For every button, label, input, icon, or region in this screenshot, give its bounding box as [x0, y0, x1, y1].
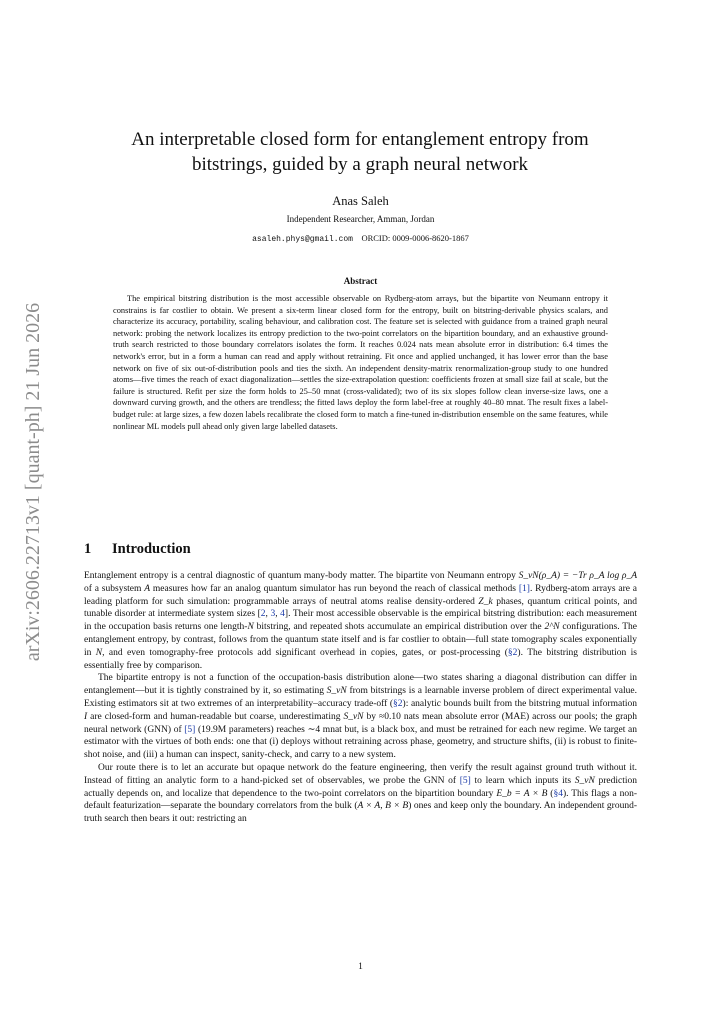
author-name: Anas Saleh	[332, 194, 389, 208]
paragraph: The bipartite entropy is not a function of the occupation-basis distribution alone—two states sharing a diagonal distribution can differ in entanglement—but it is tightly constrained by it, so estimating S_vN from bitstrings is a learnable inverse problem of direct experimental value. Existing estimators sit at two extremes of an interpretability–accuracy trade-off (§2): analytic bounds built from the bitstring mutual information I are closed-form and human-readable but coarse, underestimating S_vN by ≈0.10 nats mean absolute error (MAE) across our pools; the graph neural network (GNN) of [5] (19.9M parameters) reaches ∼4 mnat but, is a black box, and must be retrained for each new regime. We target an estimator with the virtues of both ends: one that (i) deploys without retraining across phase, geometry, and structure shifts, (ii) is robust to finite-shot noise, and (iii) a human can inspect, sanity-check, and carry to a new system.	[84, 673, 637, 761]
arxiv-identifier: arXiv:2606.22713v1 [quant-ph] 21 Jun 2026	[22, 302, 44, 662]
citation-link[interactable]: [5]	[184, 724, 196, 735]
paragraph: Entanglement entropy is a central diagnostic of quantum many-body matter. The bipartite von Neumann entropy S_vN(ρ_A) = −Tr ρ_A log ρ_A of a subsystem A measures how far an analog quantum simulator has run beyond the reach of classical methods [1]. Rydberg-atom arrays are a leading platform for such simulation: programmable arrays of neutral atoms realise density-ordered Z_k phases, quantum critical points, and tunable disorder at intermediate system sizes [2, 3, 4]. Their most accessible observable is the empirical bitstring distribution: each measurement in the occupation basis returns one length-N bitstring, and repeated shots accumulate an empirical distribution over the 2^N configurations. The entanglement entropy, by contrast, follows from the quantum state itself and is far costlier to obtain—full state tomography scales exponentially in N, and even tomography-free protocols add significant overhead in copies, gates, or post-processing (§2). The bitstring distribution is essentially free by comparison.	[84, 571, 638, 671]
abstract-text: The empirical bitstring distribution is the most accessible observable on Rydberg-atom arrays, but the bipartite von Neumann entropy it constrains is far costlier to obtain. We present a six-term linear closed form for the entropy, built on bitstring-derivable physics scalars, and characterize its accuracy, portability, scaling behaviour, and calibration cost. The feature set is selected with guidance from a trained graph neural network: probing the network localizes its entropy prediction to the two-point correlators on the bipartition boundary, and an exhaustive ground-truth search restricted to those boundary correlators isolates the form. It reaches 0.024 nats mean absolute error in distribution: 6.4 times the network's error, but in a form a human can read and apply without retraining. Fit once and applied unchanged, it has lower error than the base network on five of six out-of-distribution pools and ties the sixth. An independent density-matrix renormalization-group study to one hundred atoms—five times the reach of exact diagonalization—settles the size-extrapolation question: coefficients frozen at small size fail at scale, but the failure is structured. Refit per size the form holds to 25–50 mnat (cross-validated); two of its six slopes follow clean inverse-size laws, one a downward curving growth, and the others are trendless; the fitted laws deploy the form label-free at roughly 40–80 mnat. The result fixes a label-budget rule: at large sizes, a few dozen labels recalibrate the closed form to match a fine-tuned in-distribution ensemble on the same features, while nonlinear ML models pull ahead only given large labelled datasets.	[113, 294, 608, 431]
math-inline: E_b = A × B	[496, 788, 548, 799]
introduction-body	[84, 570, 637, 826]
section-number: 1	[84, 541, 92, 557]
author-contact	[0, 233, 721, 244]
math-inline: S_vN	[343, 711, 364, 722]
author-orcid: ORCID: 0009-0006-8620-1867	[361, 233, 469, 243]
paper-title: An interpretable closed form for entanglement entropy from bitstrings, guided by a graph neural network	[131, 129, 589, 175]
citation-link[interactable]: 4	[280, 609, 285, 620]
section-title: Introduction	[112, 541, 191, 557]
section-link[interactable]: §2	[393, 698, 403, 709]
math-inline: N	[95, 647, 103, 658]
author-affiliation: Independent Researcher, Amman, Jordan	[286, 214, 435, 224]
citation-link[interactable]: 3	[270, 609, 276, 620]
math-inline: S_vN(ρ_A) = −Tr ρ_A log ρ_A	[518, 571, 637, 581]
paragraph: Our route there is to let an accurate but opaque network do the feature engineering, then verify the result against ground truth without it. Instead of fitting an analytic form to a hand-picked set of observables, we probe the GNN of [5] to learn which inputs its S_vN prediction actually depends on, and localize that dependence to the two-point correlators on the bipartition boundary E_b = A × B (§4). This flags a non-default featurization—separate the boundary correlators from the bulk (A × A, B × B) ones and keep only the boundary. An independent ground-truth search then bears it out: restricting an	[84, 762, 638, 825]
math-inline: N	[247, 622, 254, 633]
math-inline: S_vN	[326, 686, 347, 697]
math-inline: A × A, B × B	[357, 801, 409, 812]
page-number: 1	[358, 962, 363, 972]
math-inline: Z_k	[478, 596, 493, 607]
section-heading	[84, 541, 191, 558]
section-link[interactable]: §2	[507, 647, 518, 658]
citation-link[interactable]: 2	[260, 609, 266, 620]
math-inline: 2^N	[544, 622, 560, 633]
math-inline: S_vN	[574, 775, 595, 786]
author-email[interactable]: asaleh.phys@gmail.com	[252, 235, 353, 244]
math-inline: A	[144, 583, 151, 594]
citation-link[interactable]: [1]	[518, 583, 530, 594]
citation-link[interactable]: [5]	[459, 775, 471, 786]
abstract-heading: Abstract	[343, 276, 378, 286]
math-inline: I	[84, 711, 88, 722]
section-link[interactable]: §4	[553, 788, 563, 799]
